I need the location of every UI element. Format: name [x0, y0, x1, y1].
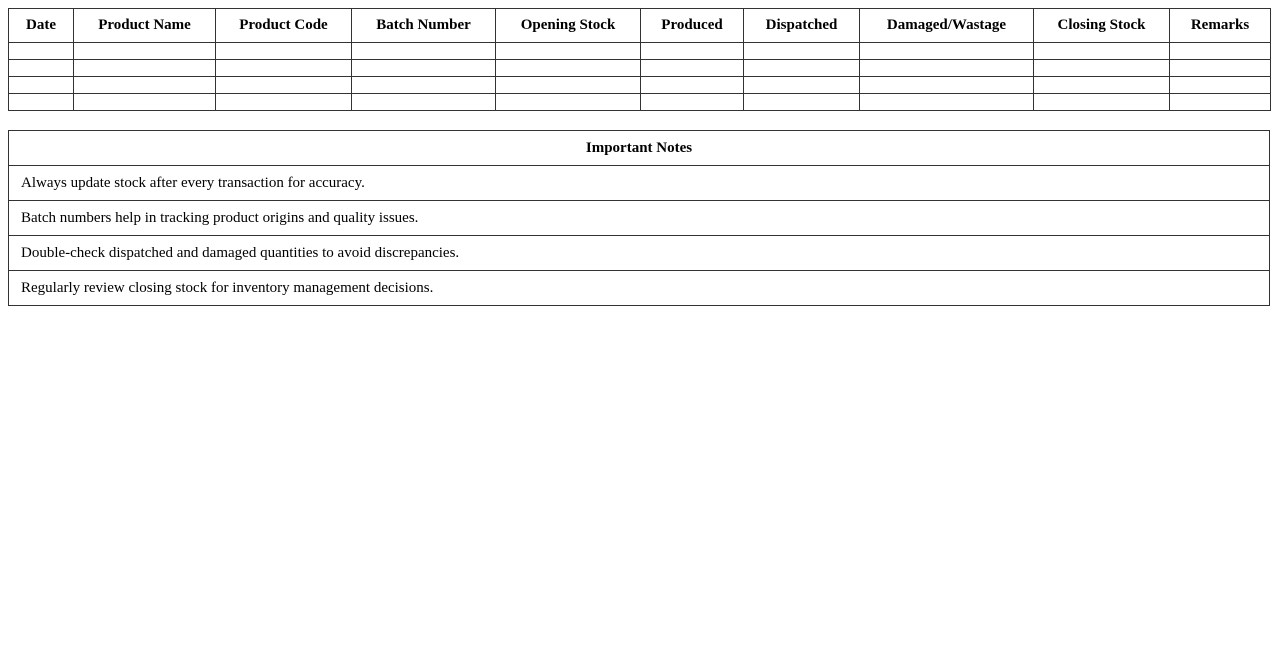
- table-row: [9, 94, 1271, 111]
- table-cell[interactable]: [496, 94, 641, 111]
- stock-register-table: [8, 8, 1271, 111]
- table-cell[interactable]: [9, 77, 74, 94]
- table-cell[interactable]: [1034, 43, 1170, 60]
- table-cell[interactable]: [74, 43, 216, 60]
- table-cell[interactable]: [74, 94, 216, 111]
- notes-title: Important Notes: [9, 131, 1270, 166]
- table-cell[interactable]: [352, 60, 496, 77]
- table-cell[interactable]: [9, 94, 74, 111]
- table-cell[interactable]: [744, 94, 860, 111]
- table-cell[interactable]: [216, 43, 352, 60]
- notes-header-row: [9, 131, 1270, 166]
- note-item: Regularly review closing stock for inventory management decisions.: [9, 271, 1270, 306]
- column-header-produced: Produced: [641, 9, 744, 43]
- table-cell[interactable]: [860, 94, 1034, 111]
- table-cell[interactable]: [641, 94, 744, 111]
- important-notes-table: [8, 130, 1270, 306]
- table-cell[interactable]: [1034, 77, 1170, 94]
- column-header-batch-number: Batch Number: [352, 9, 496, 43]
- table-cell[interactable]: [641, 77, 744, 94]
- table-cell[interactable]: [352, 77, 496, 94]
- note-row: [9, 201, 1270, 236]
- note-row: [9, 166, 1270, 201]
- table-cell[interactable]: [74, 77, 216, 94]
- table-cell[interactable]: [641, 43, 744, 60]
- table-cell[interactable]: [352, 43, 496, 60]
- column-header-opening-stock: Opening Stock: [496, 9, 641, 43]
- table-cell[interactable]: [1170, 77, 1271, 94]
- column-header-dispatched: Dispatched: [744, 9, 860, 43]
- table-row: [9, 60, 1271, 77]
- table-row: [9, 43, 1271, 60]
- table-cell[interactable]: [744, 60, 860, 77]
- table-cell[interactable]: [496, 60, 641, 77]
- column-header-remarks: Remarks: [1170, 9, 1271, 43]
- table-row: [9, 77, 1271, 94]
- table-cell[interactable]: [496, 77, 641, 94]
- table-cell[interactable]: [9, 43, 74, 60]
- table-cell[interactable]: [860, 60, 1034, 77]
- table-cell[interactable]: [1170, 94, 1271, 111]
- table-cell[interactable]: [744, 77, 860, 94]
- table-cell[interactable]: [216, 60, 352, 77]
- note-row: [9, 236, 1270, 271]
- table-cell[interactable]: [74, 60, 216, 77]
- table-cell[interactable]: [9, 60, 74, 77]
- table-cell[interactable]: [1170, 60, 1271, 77]
- table-cell[interactable]: [744, 43, 860, 60]
- column-header-date: Date: [9, 9, 74, 43]
- column-header-product-code: Product Code: [216, 9, 352, 43]
- table-cell[interactable]: [216, 77, 352, 94]
- table-cell[interactable]: [216, 94, 352, 111]
- note-item: Always update stock after every transaction for accuracy.: [9, 166, 1270, 201]
- column-header-damaged-wastage: Damaged/Wastage: [860, 9, 1034, 43]
- column-header-product-name: Product Name: [74, 9, 216, 43]
- table-cell[interactable]: [352, 94, 496, 111]
- note-item: Double-check dispatched and damaged quantities to avoid discrepancies.: [9, 236, 1270, 271]
- table-cell[interactable]: [860, 77, 1034, 94]
- table-cell[interactable]: [496, 43, 641, 60]
- table-cell[interactable]: [1170, 43, 1271, 60]
- header-row: [9, 9, 1271, 43]
- column-header-closing-stock: Closing Stock: [1034, 9, 1170, 43]
- table-cell[interactable]: [1034, 60, 1170, 77]
- note-row: [9, 271, 1270, 306]
- table-cell[interactable]: [641, 60, 744, 77]
- note-item: Batch numbers help in tracking product origins and quality issues.: [9, 201, 1270, 236]
- table-cell[interactable]: [860, 43, 1034, 60]
- table-cell[interactable]: [1034, 94, 1170, 111]
